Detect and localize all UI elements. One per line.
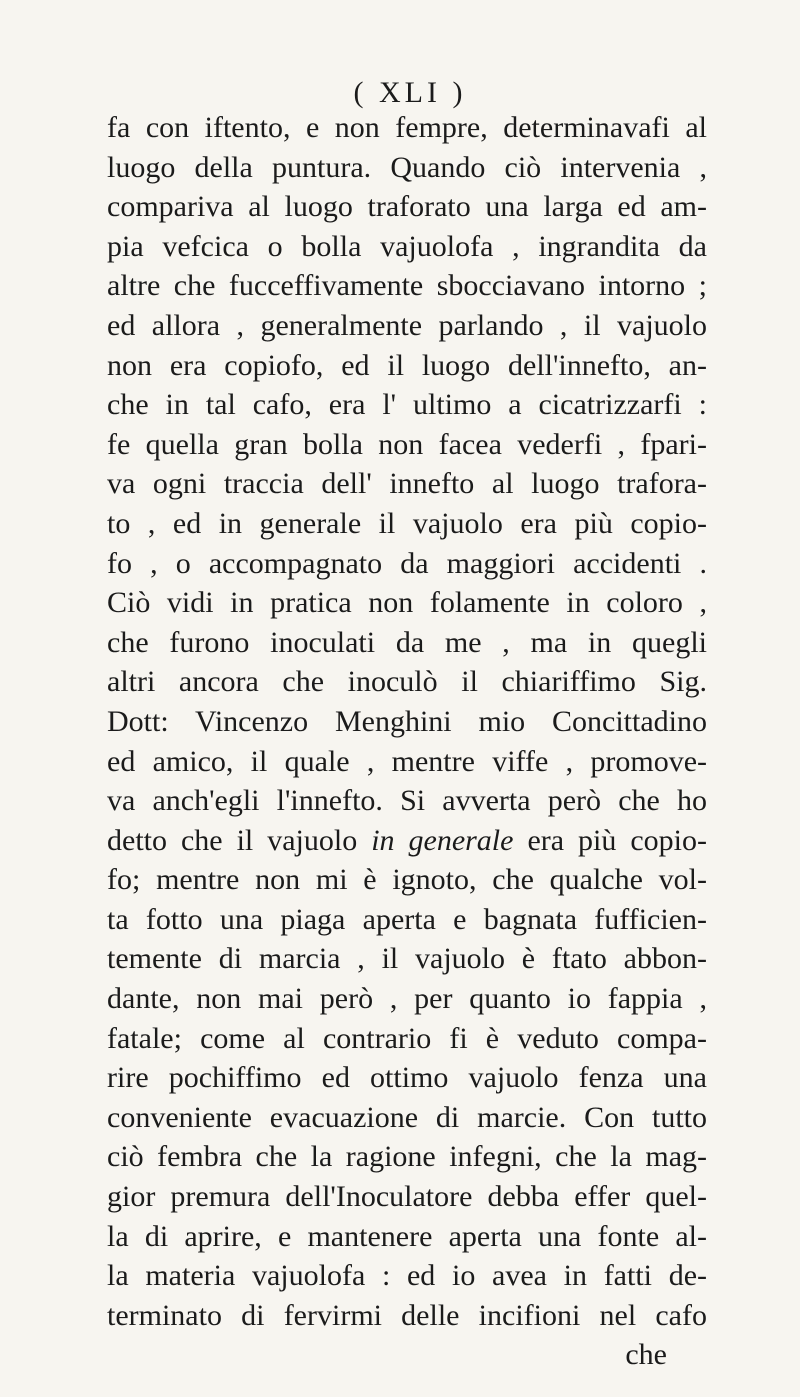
text-line: rire pochiffimo ed ottimo vajuolo fenza una xyxy=(107,1061,707,1095)
text-line: la di aprire, e mantenere aperta una fonte al- xyxy=(107,1219,707,1253)
text-line: non era copiofo, ed il luogo dell'innefto, an- xyxy=(107,348,707,382)
text-line: pia vefcica o bolla vajuolofa , ingrandita da xyxy=(107,229,707,263)
text-line: dante, non mai però , per quanto io fappia , xyxy=(107,982,707,1016)
text-line: to , ed in generale il vajuolo era più copio- xyxy=(107,506,707,540)
text-line: va ogni traccia dell' innefto al luogo trafora- xyxy=(107,467,707,501)
text-line: Ciò vidi in pratica non folamente in coloro , xyxy=(107,586,707,620)
text-line: gior premura dell'Inoculatore debba effer quel- xyxy=(107,1180,707,1214)
text-line: va anch'egli l'innefto. Si avverta però che ho xyxy=(107,784,707,818)
text-line-italic: detto che il vajuolo in generale era più copio- xyxy=(107,823,707,857)
text-line: la materia vajuolofa : ed io avea in fatti de- xyxy=(107,1259,707,1293)
text-line: fatale; come al contrario fi è veduto compa- xyxy=(107,1021,707,1055)
text-line: ta fotto una piaga aperta e bagnata fufficien- xyxy=(107,902,707,936)
text-line: ciò fembra che la ragione infegni, che la mag- xyxy=(107,1140,707,1174)
text-line: temente di marcia , il vajuolo è ftato abbon- xyxy=(107,942,707,976)
text-line: altri ancora che inoculò il chiariffimo Sig. xyxy=(107,665,707,699)
text-line: che furono inoculati da me , ma in quegli xyxy=(107,625,707,659)
text-line: ed amico, il quale , mentre viffe , promove- xyxy=(107,744,707,778)
text-line: conveniente evacuazione di marcie. Con tutto xyxy=(107,1100,707,1134)
text-line: fa con iftento, e non fempre, determinavafi al xyxy=(107,111,707,144)
text-line: altre che fucceffivamente sbocciavano intorno ; xyxy=(107,269,707,303)
text-line: fo; mentre non mi è ignoto, che qualche vol- xyxy=(107,863,707,897)
text-line: compariva al luogo traforato una larga ed am- xyxy=(107,190,707,224)
text-line: Dott: Vincenzo Menghini mio Concittadino xyxy=(107,704,707,738)
body-text xyxy=(107,108,707,1375)
page-header: ( XLI ) xyxy=(353,76,467,109)
text-line: fo , o accompagnato da maggiori accidenti . xyxy=(107,546,707,580)
text-line: fe quella gran bolla non facea vederfi , fpari- xyxy=(107,427,707,461)
text-line: luogo della puntura. Quando ciò intervenia , xyxy=(107,150,707,184)
catchword: che xyxy=(625,1338,667,1372)
text-line: terminato di fervirmi delle incifioni nel cafo xyxy=(107,1298,707,1332)
text-line: che in tal cafo, era l' ultimo a cicatrizzarfi : xyxy=(107,388,707,422)
text-line: ed allora , generalmente parlando , il vajuolo xyxy=(107,308,707,342)
